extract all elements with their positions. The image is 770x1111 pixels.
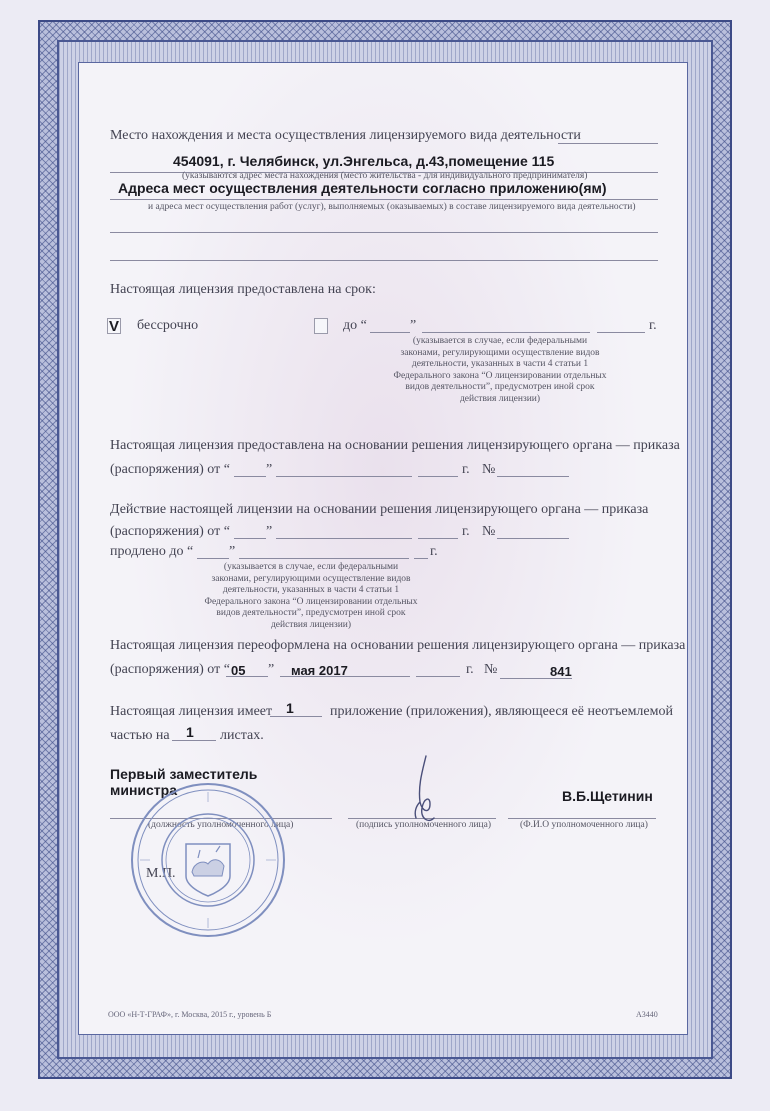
stamp-place-label: М.П. [146, 866, 176, 881]
location-line [558, 143, 658, 144]
basis-close-quote: ” [266, 462, 273, 477]
extension-line1: Действие настоящей лицензии на основании решения лицензирующего органа — приказа [110, 502, 649, 517]
location-heading: Место нахождения и места осуществления лицензируемого вида деятельности [110, 128, 581, 143]
address-value: 454091, г. Челябинск, ул.Энгельса, д.43,помещение 115 [173, 153, 555, 169]
places-hint: и адреса мест осуществления работ (услуг), выполняемых (оказываемых) в составе лицензируемого вида деятельности) [148, 202, 636, 212]
until-label: до “ [343, 318, 367, 333]
basis-year-line [418, 476, 458, 477]
reissue-month-year: мая 2017 [291, 663, 348, 678]
until-month-line [422, 332, 590, 333]
blank-line-1 [110, 232, 658, 233]
reissue-month-line [280, 676, 410, 677]
term-hint [355, 336, 645, 405]
extension-close-quote: ” [266, 524, 273, 539]
basis-number-line [497, 476, 569, 477]
appendix-count-line [270, 716, 322, 717]
appendix-suffix: приложение (приложения), являющееся её неотъемлемой [330, 704, 673, 719]
blank-line-2 [110, 260, 658, 261]
extended-close-quote: ” [229, 544, 236, 559]
unlimited-check-mark: V [109, 318, 120, 335]
fio-hint: (Ф.И.О уполномоченного лица) [520, 820, 648, 830]
extension-number-line [497, 538, 569, 539]
until-day-line [370, 332, 410, 333]
form-code: А3440 [636, 1010, 658, 1019]
extended-year-line [414, 558, 428, 559]
until-checkbox [314, 318, 328, 334]
term-hint-line: видов деятельности”, предусмотрен иной срок [405, 382, 595, 392]
fio-line [508, 818, 656, 819]
term-heading: Настоящая лицензия предоставлена на срок: [110, 282, 376, 297]
reissue-day-line [226, 676, 268, 677]
position-hint: (должность уполномоченного лица) [148, 820, 294, 830]
until-year-suffix: г. [649, 318, 657, 333]
extended-prefix: продлено до “ [110, 544, 194, 559]
signer-position-line1: Первый заместитель [110, 766, 258, 782]
term-hint-line: законами, регулирующими осуществление видов [400, 347, 600, 358]
appendix-part-suffix: листах. [220, 728, 264, 743]
term-hint-line: (указывается в случае, если федеральными [412, 336, 588, 346]
sign-hint: (подпись уполномоченного лица) [356, 820, 492, 830]
reissue-number-line [500, 678, 572, 679]
extension-hint [180, 562, 442, 631]
appendix-prefix: Настоящая лицензия имеет [110, 704, 273, 719]
basis-year-suffix: г. [462, 462, 470, 477]
extension-number-label: № [482, 524, 496, 539]
appendix-sheets-line [172, 740, 216, 741]
reissue-number-label: № [484, 662, 498, 677]
reissue-day: 05 [231, 663, 246, 678]
extension-hint-line: видов деятельности”, предусмотрен иной срок [216, 608, 406, 618]
extension-day-line [234, 538, 266, 539]
extended-day-line [197, 558, 229, 559]
reissue-prefix: (распоряжения) от “ [110, 662, 230, 677]
extension-year-suffix: г. [462, 524, 470, 539]
signer-name: В.Б.Щетинин [562, 788, 653, 804]
reissue-number: 841 [550, 664, 572, 679]
term-hint-line: деятельности, указанных в части 4 статьи 1 [411, 359, 589, 369]
reissue-line1: Настоящая лицензия переоформлена на основании решения лицензирующего органа — приказа [110, 638, 686, 653]
term-hint-line: действия лицензии) [459, 393, 541, 404]
appendix-part-prefix: частью на [110, 728, 170, 743]
official-seal [128, 780, 288, 940]
basis-prefix: (распоряжения) от “ [110, 462, 230, 477]
appendix-sheets: 1 [186, 724, 194, 740]
reissue-close-quote: ” [268, 662, 275, 677]
basis-day-line [234, 476, 266, 477]
handwritten-signature [404, 752, 444, 832]
basis-line1: Настоящая лицензия предоставлена на основании решения лицензирующего органа — приказа [110, 438, 680, 453]
appendix-count: 1 [286, 700, 294, 716]
extension-hint-line: деятельности, указанных в части 4 статьи 1 [222, 585, 400, 595]
extended-month-line [239, 558, 409, 559]
reissue-year-line [416, 676, 460, 677]
extension-hint-line: Федерального закона “О лицензировании отдельных [204, 596, 418, 607]
term-hint-line: Федерального закона “О лицензировании отдельных [393, 370, 607, 381]
signer-position-line2: министра [110, 782, 178, 798]
printer-info: ООО «Н-Т-ГРАФ», г. Москва, 2015 г., уровень Б [108, 1010, 272, 1019]
until-close-quote: ” [410, 318, 417, 333]
address-hint: (указываются адрес места нахождения (место жительства - для индивидуального предпринимателя) [182, 171, 588, 181]
extended-suffix: г. [430, 544, 438, 559]
basis-number-label: № [482, 462, 496, 477]
unlimited-label: бессрочно [137, 318, 199, 333]
reissue-year-suffix: г. [466, 662, 474, 677]
basis-month-line [276, 476, 412, 477]
extension-hint-line: действия лицензии) [270, 619, 352, 630]
extension-prefix: (распоряжения) от “ [110, 524, 230, 539]
places-value: Адреса мест осуществления деятельности согласно приложению(ям) [118, 180, 607, 196]
extension-hint-line: (указывается в случае, если федеральными [223, 562, 399, 572]
extension-year-line [418, 538, 458, 539]
extension-month-line [276, 538, 412, 539]
places-line [110, 199, 658, 200]
until-year-line [597, 332, 645, 333]
extension-hint-line: законами, регулирующими осуществление видов [211, 573, 411, 584]
